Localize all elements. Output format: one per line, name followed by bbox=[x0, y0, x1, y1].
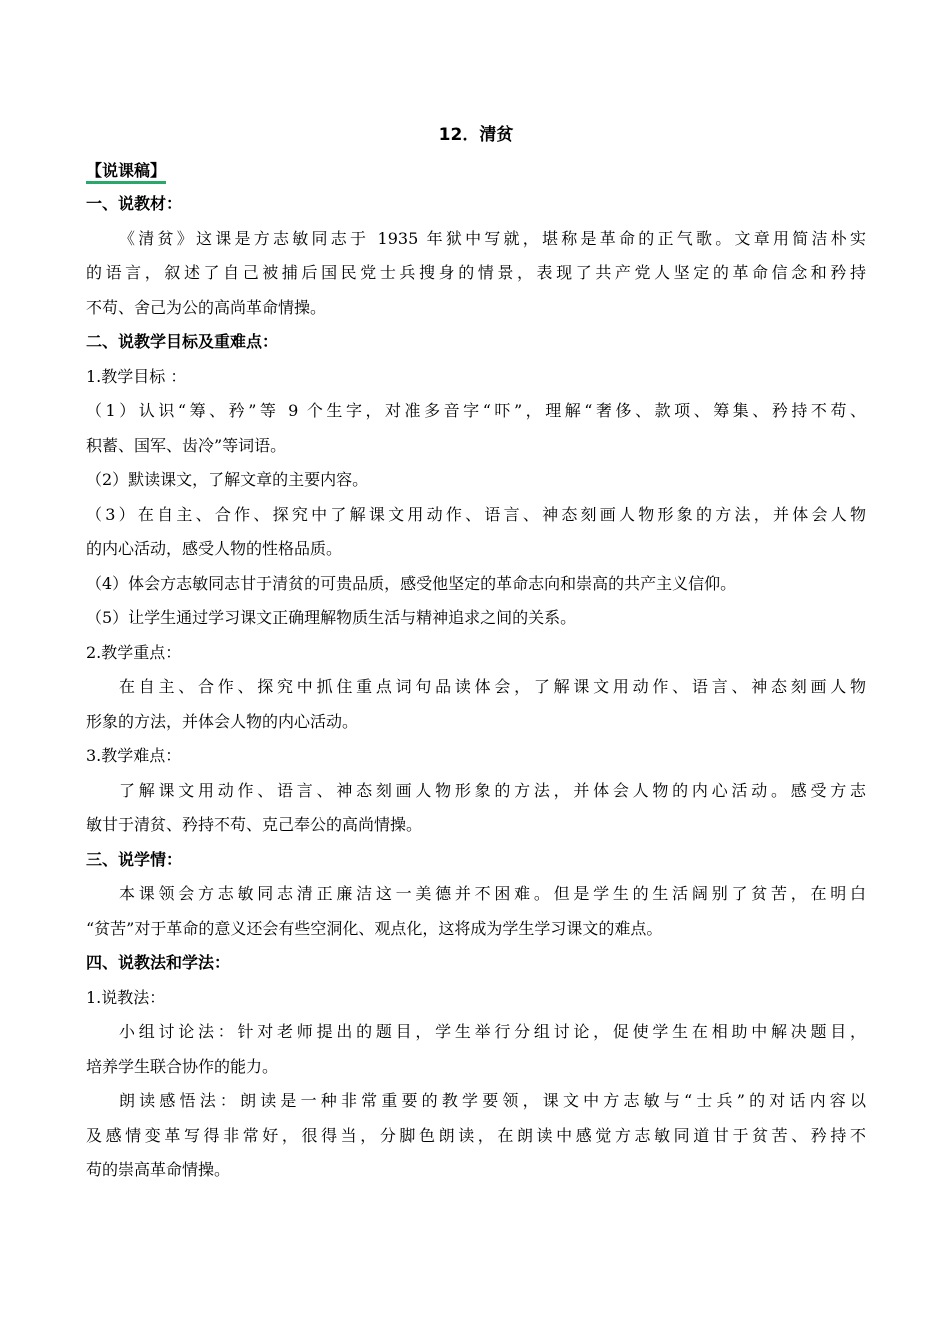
body-line: 2.教学重点： bbox=[86, 642, 182, 662]
body-line: 小组讨论法：针对老师提出的题目，学生举行分组讨论，促使学生在相助中解决题目， bbox=[119, 1022, 866, 1041]
document-page bbox=[86, 118, 866, 1188]
body-line: 本课领会方志敏同志清正廉洁这一美德并不困难。但是学生的生活阔别了贫苦，在明白 bbox=[119, 884, 866, 903]
body-line: （4）体会方志敏同志甘于清贫的可贵品质，感受他坚定的革命志向和崇高的共产主义信仰。 bbox=[86, 573, 737, 593]
body-line: 形象的方法，并体会人物的内心活动。 bbox=[86, 711, 359, 731]
section-heading: 一、说教材： bbox=[86, 194, 183, 213]
body-line: 不苟、舍己为公的高尚革命情操。 bbox=[86, 297, 327, 317]
body-line: 1.教学目标 ： bbox=[86, 366, 187, 386]
body-line: （1）认识“筹、矜”等 9 个生字，对准多音字“吓”，理解“奢侈、款项、筹集、矜持不苟、 bbox=[86, 401, 866, 420]
body-line: 的内心活动，感受人物的性格品质。 bbox=[86, 539, 343, 558]
body-line: 《清贫》这课是方志敏同志于 1935 年狱中写就，堪称是革命的正气歌。文章用简洁朴实 bbox=[119, 228, 866, 248]
section-heading: 四、说教法和学法： bbox=[86, 953, 231, 972]
body-line: 3.教学难点： bbox=[86, 746, 182, 765]
body-line: “贫苦”对于革命的意义还会有些空洞化、观点化，这将成为学生学习课文的难点。 bbox=[86, 918, 663, 938]
body-line: 的语言，叙述了自己被捕后国民党士兵搜身的情景，表现了共产党人坚定的革命信念和矜持 bbox=[86, 263, 866, 282]
body-line: 及感情变革写得非常好，很得当，分脚色朗读，在朗读中感觉方志敏同道甘于贫苦、矜持不 bbox=[86, 1125, 866, 1145]
document-title: 12．清贫 bbox=[438, 125, 514, 145]
section-tag: 【说课稿】 bbox=[86, 161, 166, 184]
body-line: 在自主、合作、探究中抓住重点词句品读体会，了解课文用动作、语言、神态刻画人物 bbox=[119, 677, 866, 696]
body-line: （5）让学生通过学习课文正确理解物质生活与精神追求之间的关系。 bbox=[86, 608, 577, 627]
section-heading: 二、说教学目标及重难点： bbox=[86, 332, 279, 351]
body-line: 朗读感悟法：朗读是一种非常重要的教学要领，课文中方志敏与“士兵”的对话内容以 bbox=[119, 1091, 866, 1110]
section-tag-row bbox=[86, 155, 866, 187]
document-body bbox=[86, 187, 866, 1188]
body-line: （2）默读课文，了解文章的主要内容。 bbox=[86, 470, 369, 489]
body-line: 培养学生联合协作的能力。 bbox=[86, 1056, 279, 1076]
body-line: 积蓄、国军、齿冷”等词语。 bbox=[86, 435, 287, 455]
body-line: 1.说教法： bbox=[86, 987, 166, 1007]
body-line: 敏甘于清贫、矜持不苟、克己奉公的高尚情操。 bbox=[86, 815, 423, 834]
body-line: （3）在自主、合作、探究中了解课文用动作、语言、神态刻画人物形象的方法，并体会人物 bbox=[86, 504, 866, 524]
section-heading: 三、说学情： bbox=[86, 849, 183, 869]
body-line: 了解课文用动作、语言、神态刻画人物形象的方法，并体会人物的内心活动。感受方志 bbox=[119, 780, 866, 800]
body-line: 苟的崇高革命情操。 bbox=[86, 1160, 231, 1179]
